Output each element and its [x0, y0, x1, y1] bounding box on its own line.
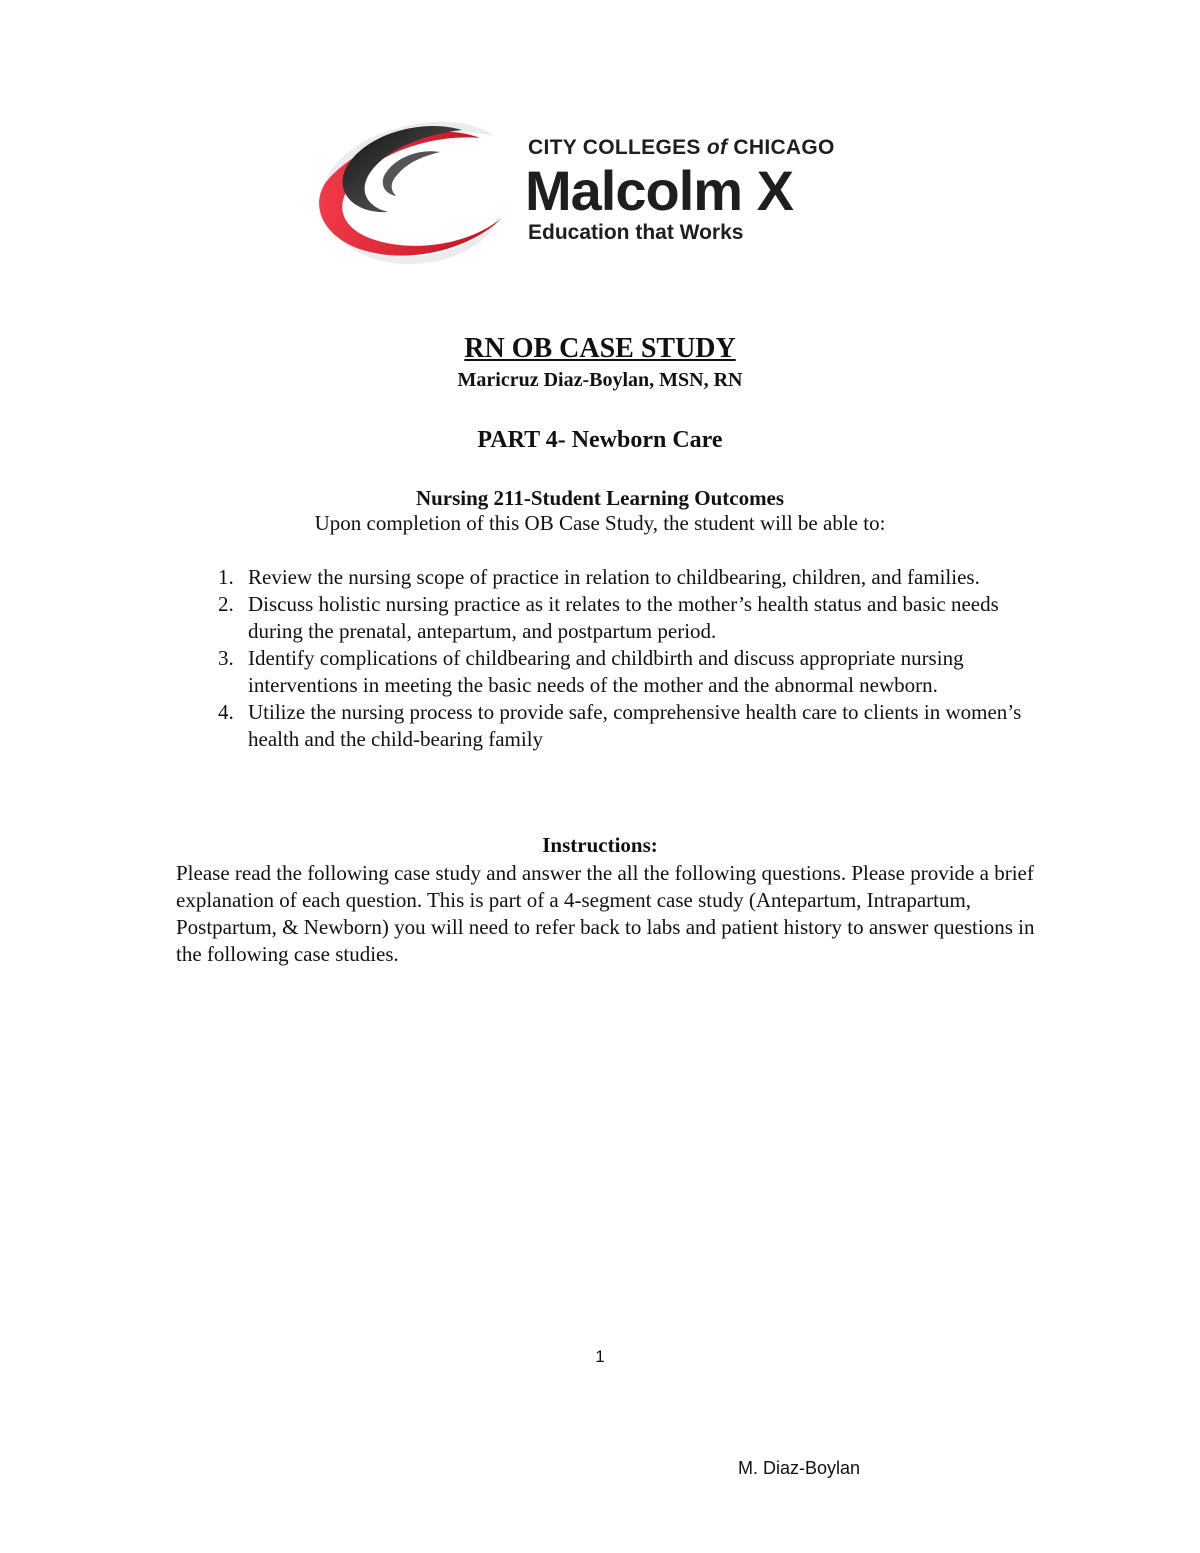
footer-author: M. Diaz-Boylan: [738, 1458, 861, 1478]
list-number: 4.: [218, 700, 234, 724]
part-heading: PART 4- Newborn Care: [477, 427, 723, 453]
list-item: [210, 591, 1040, 645]
list-number: 3.: [218, 646, 234, 670]
list-number: 2.: [218, 592, 234, 616]
logo-swoosh-icon: [312, 118, 512, 268]
list-text: Utilize the nursing process to provide safe, comprehensive health care to clients in women’s health and the child-bearing family: [248, 700, 1022, 751]
list-text: Identify complications of childbearing and childbirth and discuss appropriate nursing interventions in meeting the basic needs of the mother and the abnormal newborn.: [248, 646, 964, 697]
document-author: Maricruz Diaz-Boylan, MSN, RN: [457, 369, 743, 391]
logo-tagline: Education that Works: [528, 221, 744, 244]
logo-line-city-colleges: CITY COLLEGES of CHICAGO: [528, 136, 835, 159]
college-logo: [312, 118, 835, 268]
list-text: Review the nursing scope of practice in relation to childbearing, children, and families.: [248, 565, 980, 589]
list-item: [210, 645, 1040, 699]
document-title: RN OB CASE STUDY: [464, 333, 736, 364]
page-number: 1: [595, 1347, 605, 1366]
outcomes-heading: Nursing 211-Student Learning Outcomes: [415, 486, 785, 510]
list-item: [210, 564, 1040, 591]
list-number: 1.: [218, 565, 234, 589]
outcomes-list: [210, 564, 1040, 753]
instructions-heading: Instructions:: [542, 833, 658, 857]
list-text: Discuss holistic nursing practice as it relates to the mother’s health status and basic needs during the prenatal, antepartum, and postpartum period.: [248, 592, 999, 643]
instructions-body: Please read the following case study and answer the all the following questions. Please provide a brief explanation of each question. This is part of a 4-segment case study (Antepartum, Intrapartum, Postpartum, & Newborn) you will need to refer back to labs and patient history to answer questions in the following case studies.: [176, 861, 1035, 966]
list-item: [210, 699, 1040, 753]
outcomes-intro: Upon completion of this OB Case Study, the student will be able to:: [314, 511, 886, 535]
logo-line-malcolm-x: Malcolm X: [525, 159, 793, 222]
